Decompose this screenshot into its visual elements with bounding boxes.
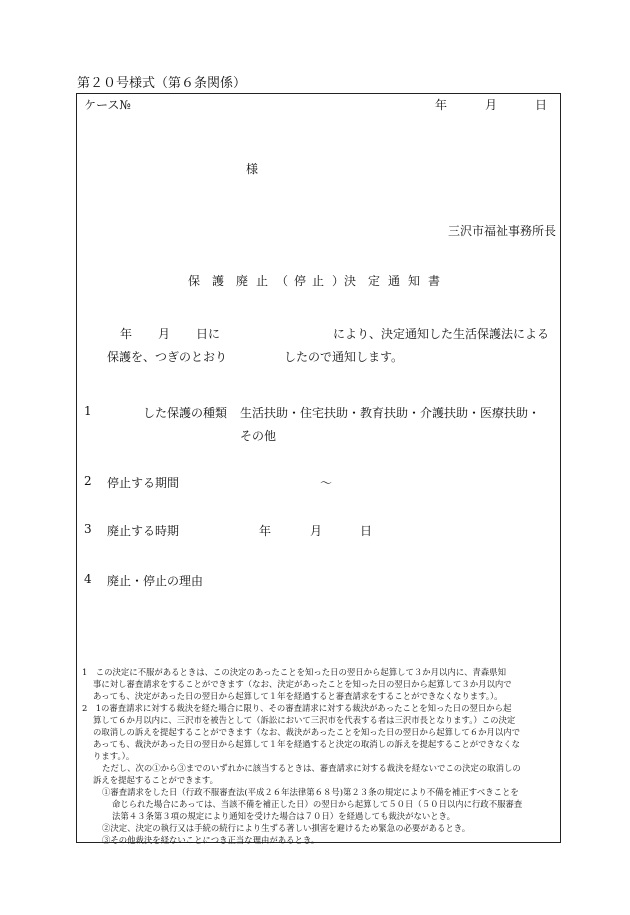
title-char: 保 [188,274,201,288]
title-char: 定 [368,274,381,288]
title-char: 通 [388,274,401,288]
body-line2-head: 保護を、つぎのとおり [107,350,228,364]
date-month-label: 月 [485,98,498,112]
item-3-month: 月 [310,524,323,538]
body-line2-tail: したので通知します。 [284,350,404,364]
note-line: 算して６か月以内に、三沢市を被告として（訴訟において三沢市を代表する者は三沢市長となります。）この決定 [93,715,516,725]
body-line1-tail: により、決定通知した生活保護法による [333,327,550,341]
item-3-day: 日 [360,524,373,538]
item-2-separator: ～ [320,476,333,490]
item-4-label: 廃止・停止の理由 [107,574,204,588]
title-char: ）決 [332,274,357,288]
title-char: 止 [312,274,325,288]
title-char: 書 [428,274,441,288]
appeal-notes [82,666,560,845]
item-3-label: 廃止する時期 [107,524,180,538]
issuer-name: 三沢市福祉事務所長 [448,224,557,238]
item-2-number: 2 [84,474,92,488]
title-char: （ [276,274,289,288]
note-line: ①審査請求をした日（行政不服審査法(平成２６年法律第６８号)第２３条の規定により不備を補正すべきことを [102,787,519,797]
title-char: 止 [256,274,269,288]
note-line: の取消しの訴えを提起することができます（なお、裁決があったことを知った日の翌日から起算して６か月以内で [93,727,521,737]
title-char: 廃 [236,274,249,288]
addressee-suffix: 様 [246,162,259,176]
body-month: 月 [158,327,171,341]
title-char: 護 [212,274,225,288]
note-line: あっても、決定があった日の翌日から起算して１年を経過すると審査請求をすることができなくなります。）。 [93,691,503,701]
note-line: あっても、裁決があった日の翌日から起算して１年を経過すると決定の取消しの訴えを提起することができなくな [93,739,520,749]
item-3-year: 年 [259,524,272,538]
item-1-label: した保護の種類 [143,406,228,420]
note-line: ③その他裁決を経ないことにつき正当な理由があるとき。 [102,835,320,845]
note-line: 訴えを提起することができます。 [93,775,218,785]
note-line: 1 この決定に不服があるときは、この決定のあったことを知った日の翌日から起算して３か月以内に、青森県知 [82,667,506,677]
item-1-value-line2: その他 [240,429,277,443]
note-line: 2 1の審査請求に対する裁決を経た場合に限り、その審査請求に対する裁決があったことを知った日の翌日から起 [82,703,512,713]
note-line: ②決定、決定の執行又は手続の続行により生ずる著しい損害を避けるため緊急の必要があるとき。 [102,823,471,833]
item-4-number: 4 [84,572,92,586]
date-day-label: 日 [535,98,548,112]
date-year-label: 年 [435,98,448,112]
body-day: 日に [196,327,221,341]
note-line: 事に対し審査請求をすることができます（なお、決定があったことを知った日の翌日から起算して３か月以内で [93,679,512,689]
item-1-value-line1: 生活扶助・住宅扶助・教育扶助・介護扶助・医療扶助・ [240,406,541,420]
title-char: 停 [294,274,307,288]
body-year: 年 [120,327,133,341]
form-number-label: 第２０号様式（第６条関係） [77,76,247,91]
title-char: 知 [408,274,421,288]
note-line: ります。）。 [93,751,135,761]
case-number-label: ケース№ [84,98,131,112]
note-line: 法第４３条第３項の規定により通知を受けた場合は７０日）を経過しても裁決がないとき。 [112,811,456,821]
item-3-number: 3 [84,522,92,536]
item-2-label: 停止する期間 [107,476,180,490]
note-line: 命じられた場合にあっては、当該不備を補正した日）の翌日から起算して５０日（５０日以内に行政不服審査 [112,799,523,809]
note-line: ただし、次の①から③までのいずれかに該当するときは、審査請求に対する裁決を経ないでこの決定の取消しの [102,763,521,773]
item-1-number: 1 [84,404,92,418]
